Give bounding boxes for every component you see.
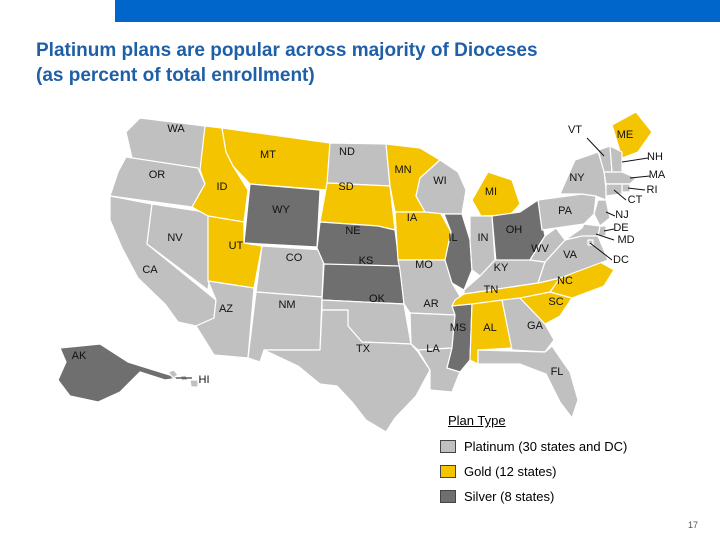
state-label-ny: NY — [569, 172, 585, 184]
state-label-in: IN — [477, 232, 489, 244]
state-label-sc: SC — [548, 296, 564, 308]
state-label-wi: WI — [433, 175, 447, 187]
legend-swatch-gold — [440, 465, 456, 478]
state-label-ut: UT — [228, 240, 244, 252]
legend-item-gold — [440, 459, 680, 484]
state-label-nj: NJ — [615, 209, 629, 221]
legend-swatch-platinum — [440, 440, 456, 453]
state-label-oh: OH — [505, 224, 523, 236]
state-label-ks: KS — [358, 255, 374, 267]
state-label-sd: SD — [338, 181, 354, 193]
state-label-co: CO — [285, 252, 303, 264]
state-label-al: AL — [483, 322, 497, 334]
state-label-ca: CA — [142, 264, 158, 276]
state-label-ms: MS — [449, 322, 467, 334]
state-label-ar: AR — [423, 298, 439, 310]
state-label-tn: TN — [483, 284, 499, 296]
state-label-tx: TX — [355, 343, 371, 355]
state-label-il: IL — [448, 232, 458, 244]
legend-item-silver — [440, 484, 680, 509]
state-label-nd: ND — [339, 146, 355, 158]
legend-item-platinum — [440, 434, 680, 459]
state-label-me: ME — [616, 129, 634, 141]
state-label-ga: GA — [527, 320, 543, 332]
legend-swatch-silver — [440, 490, 456, 503]
state-label-id: ID — [216, 181, 228, 193]
state-label-mo: MO — [415, 259, 433, 271]
legend — [440, 413, 680, 509]
state-label-hi: HI — [198, 374, 210, 386]
state-label-fl: FL — [550, 366, 564, 378]
state-label-wy: WY — [272, 204, 290, 216]
state-label-de: DE — [613, 222, 629, 234]
legend-label-silver: Silver (8 states) — [464, 489, 555, 504]
state-label-ri: RI — [646, 184, 658, 196]
state-label-ct: CT — [627, 194, 643, 206]
legend-label-platinum: Platinum (30 states and DC) — [464, 439, 628, 454]
state-label-va: VA — [563, 249, 577, 261]
state-label-ky: KY — [493, 262, 509, 274]
state-ks — [322, 264, 404, 304]
legend-label-gold: Gold (12 states) — [464, 464, 557, 479]
state-label-or: OR — [148, 169, 166, 181]
state-ia — [395, 212, 451, 260]
state-label-mi: MI — [484, 186, 498, 198]
state-label-mn: MN — [394, 164, 412, 176]
leader-line-nh — [622, 158, 648, 162]
state-label-la: LA — [426, 343, 440, 355]
page-number: 17 — [687, 520, 698, 530]
state-label-ma: MA — [648, 169, 666, 181]
state-nd — [327, 143, 390, 186]
state-label-nm: NM — [278, 299, 296, 311]
state-label-wa: WA — [167, 123, 185, 135]
state-label-vt: VT — [567, 124, 583, 136]
title-line-1: Platinum plans are popular across majority of Dioceses — [36, 40, 538, 61]
state-label-wv: WV — [531, 243, 549, 255]
state-label-nh: NH — [647, 151, 663, 163]
legend-title: Plan Type — [448, 413, 506, 428]
state-label-ok: OK — [369, 293, 385, 305]
state-label-nv: NV — [167, 232, 183, 244]
state-label-ak: AK — [71, 350, 87, 362]
state-label-dc: DC — [613, 254, 629, 266]
state-label-mt: MT — [260, 149, 276, 161]
state-fl — [478, 346, 578, 418]
state-label-pa: PA — [558, 205, 572, 217]
state-label-ia: IA — [406, 212, 418, 224]
state-label-ne: NE — [345, 225, 361, 237]
state-label-md: MD — [617, 234, 635, 246]
state-label-az: AZ — [218, 303, 234, 315]
state-label-nc: NC — [557, 275, 573, 287]
title-line-2: (as percent of total enrollment) — [36, 65, 315, 86]
